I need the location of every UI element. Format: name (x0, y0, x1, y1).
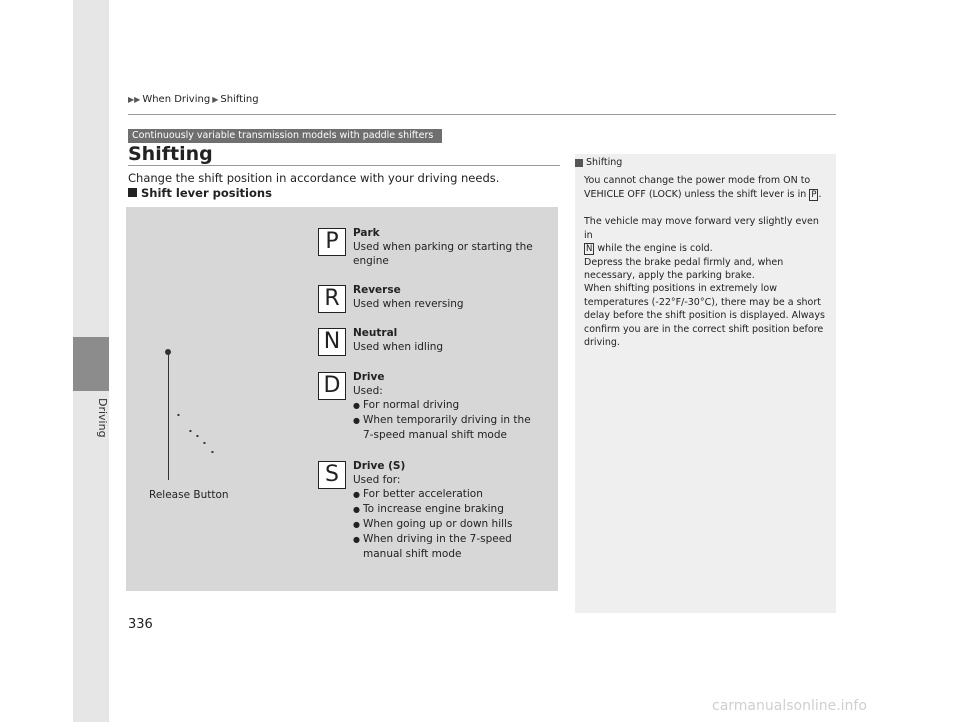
square-bullet-icon (128, 188, 137, 197)
gear-r-description: Reverse Used when reversing (353, 284, 464, 310)
model-banner: Continuously variable transmission models with paddle shifters (128, 129, 442, 143)
knob-mark: ▪ (211, 449, 214, 454)
subheading: Shift lever positions (128, 186, 272, 200)
gear-d-icon: D (318, 372, 346, 400)
breadcrumb-arrow-icon: ▶ (212, 95, 219, 104)
gear-p-icon: P (318, 228, 346, 256)
gear-s-icon: S (318, 461, 346, 489)
release-button-leader (168, 352, 169, 480)
knob-mark: ▪ (203, 440, 206, 445)
note-paragraph: You cannot change the power mode from ON to VEHICLE OFF (LOCK) unless the shift lever is in P . (584, 175, 822, 200)
breadcrumb-arrow-icon: ▶▶ (128, 95, 141, 104)
note-heading: Shifting (575, 157, 622, 168)
title-rule (128, 165, 560, 166)
gear-n-description: Neutral Used when idling (353, 327, 444, 353)
gear-s-description: Drive (S) Used for: ● For better acceleration ● To increase engine braking ● When going up or down hills ● When driving in the 7-speed manual shift mode (353, 459, 553, 561)
release-button-label: Release Button (149, 489, 229, 501)
gear-r-icon: R (318, 285, 346, 313)
side-tab-marker (73, 337, 109, 391)
key-p-icon: P (811, 189, 817, 200)
page-title: Shifting (128, 143, 213, 165)
key-n-icon: N (586, 244, 593, 254)
watermark: carmanualsonline.info (712, 698, 867, 714)
note-icon (575, 159, 583, 167)
intro-text: Change the shift position in accordance with your driving needs. (128, 171, 500, 185)
section-label: Driving (96, 398, 109, 438)
header-rule (128, 114, 836, 115)
gear-n-icon: N (318, 328, 346, 356)
breadcrumb-item[interactable]: Shifting (220, 94, 259, 105)
gear-d-description: Drive Used: ● For normal driving ● When temporarily driving in the 7-speed manual shift mode (353, 370, 543, 442)
note-paragraph: The vehicle may move forward very slightly even in N while the engine is cold. Depress the brake pedal firmly and, when necessary, apply the parking brake. (584, 216, 819, 281)
gear-p-description: Park Used when parking or starting the engine (353, 227, 533, 267)
knob-mark: ▪ (196, 433, 199, 438)
knob-mark: ▪ (189, 428, 192, 433)
breadcrumb-item[interactable]: When Driving (142, 94, 211, 105)
knob-mark: ▪ (177, 412, 180, 417)
breadcrumb (128, 94, 259, 105)
page-number: 336 (128, 617, 153, 632)
note-paragraph: When shifting positions in extremely low temperatures (-22°F/-30°C), there may be a short delay before the shift position is displayed. Always confirm you are in the correct shift position before driving. (584, 283, 825, 348)
